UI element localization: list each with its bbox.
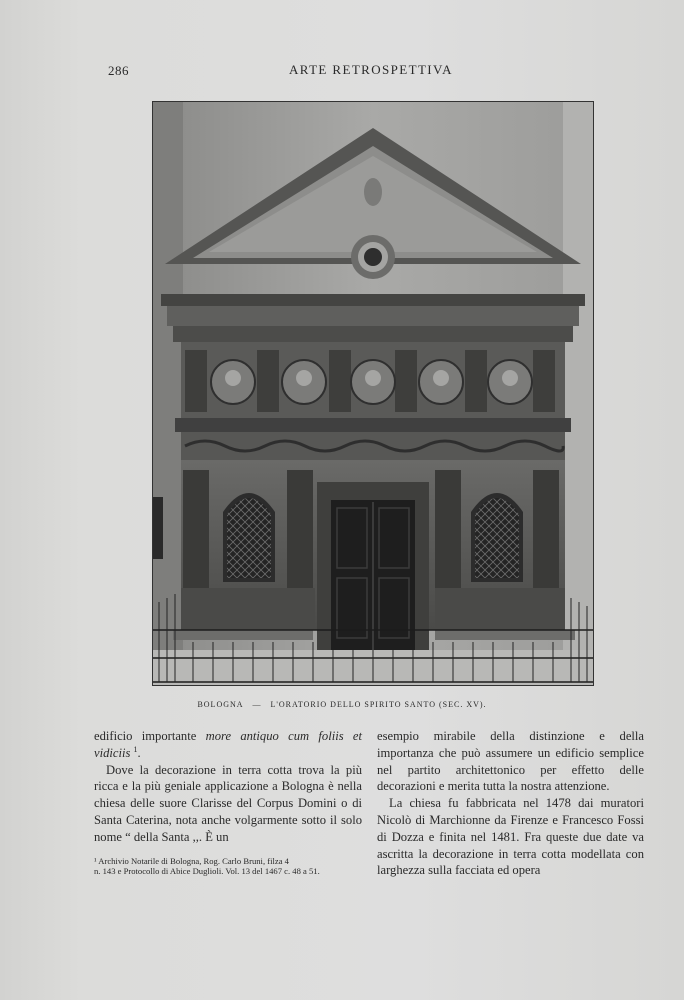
left-p1-italic-1: more antiquo cum foliis et — [205, 729, 362, 743]
caption-subject: L'ORATORIO DELLO SPIRITO SANTO (SEC. XV). — [270, 700, 487, 709]
running-head: ARTE RETROSPETTIVA — [289, 62, 453, 77]
figure-caption — [0, 700, 684, 709]
page-number: 286 — [108, 63, 129, 78]
footnote — [94, 856, 362, 876]
caption-location: BOLOGNA — [197, 700, 244, 709]
caption-separator: — — [252, 700, 262, 709]
left-text-column — [94, 728, 362, 876]
footnote-line-2: n. 143 e Protocollo di Abice Duglioli. Vol. 13 del 1467 c. 48 a 51. — [94, 865, 320, 876]
footnote-line-1: ¹ Archivio Notarile di Bologna, Rog. Carlo Bruni, filza 4 — [94, 855, 289, 866]
left-p1-end: . — [137, 745, 141, 760]
right-paragraph-1: esempio mirabile della distinzione e della importanza che può assumere un edificio semplice nel partito architettonico per effetto delle decorazioni e merita tutta la nostra attenzione. — [377, 729, 644, 794]
left-p1-italic-2: vidiciis — [94, 745, 131, 760]
oratory-facade-illustration — [153, 102, 593, 685]
right-paragraph-2: La chiesa fu fabbricata nel 1478 dai muratori Nicolò di Marchionne da Firenze e Francesco Fossi di Dozza e finita nel 1481. Fra queste due date va ascritta la decorazione in terra cotta modellata con larghezza sulla facciata ed opera — [377, 796, 644, 878]
left-paragraph-1 — [94, 728, 362, 762]
right-text-column — [377, 728, 644, 879]
footnote-reference: 1 — [133, 744, 138, 754]
left-paragraph-2: Dove la decorazione in terra cotta trova la più ricca e la più geniale applicazione a Bologna è nella chiesa delle suore Clarisse del Corpus Domini o di Santa Caterina, nota anche volgarmente sotto il solo nome “ della Santa ,,. È un — [94, 762, 362, 844]
left-p1-text: edificio importante — [94, 729, 206, 743]
oratory-photograph — [152, 101, 594, 686]
